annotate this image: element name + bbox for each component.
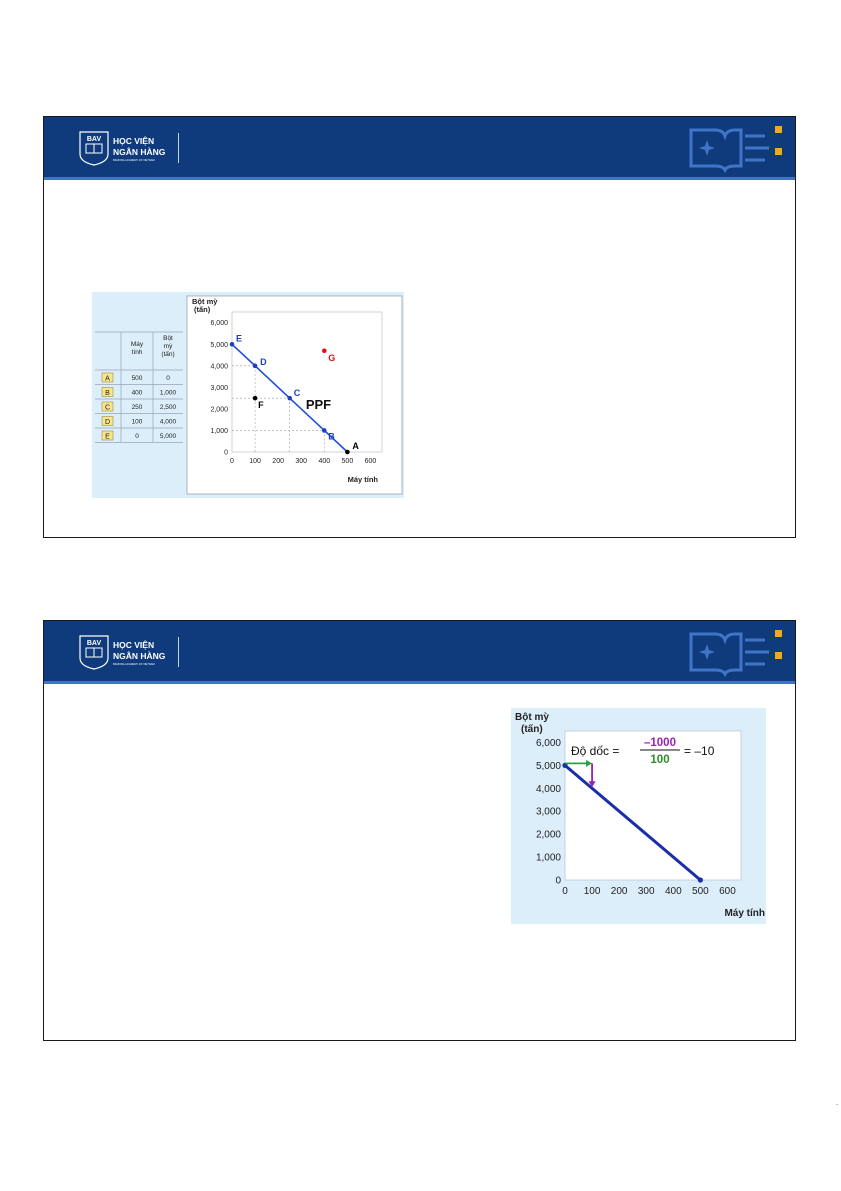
y-tick-label: 5,000: [535, 760, 561, 772]
x-tick-label: 0: [230, 458, 234, 465]
y-tick-label: 3,000: [210, 384, 228, 392]
logo-divider: [178, 133, 179, 163]
point-f: [253, 396, 258, 401]
table-cell-computers: 500: [131, 375, 143, 382]
slope-figure: [511, 708, 766, 924]
logo-tagline: BANKING ACADEMY OF VIETNAM: [113, 159, 155, 162]
y-tick-label: 0: [224, 449, 228, 457]
y-tick-label: 6,000: [535, 737, 561, 749]
y-tick-label: 1,000: [535, 852, 561, 864]
table-cell-computers: 100: [131, 418, 143, 426]
slide-header-banner: [44, 621, 795, 681]
y-axis-label: Bột mỳ: [515, 712, 549, 723]
y-tick-label: 4,000: [535, 783, 561, 795]
logo-name-line2: NGÂN HÀNG: [113, 147, 166, 157]
point-a: [345, 450, 350, 455]
x-tick-label: 300: [295, 458, 308, 465]
x-tick-label: 400: [664, 886, 682, 897]
table-point-label: A: [105, 375, 110, 383]
point-label-b: B: [328, 431, 335, 442]
banner-accent-line: [44, 681, 795, 684]
stray-mark: .: [836, 1098, 839, 1107]
table-cell-flour: 5,000: [159, 433, 177, 440]
slope-denominator: 100: [650, 754, 670, 766]
table-point-label: D: [104, 419, 111, 426]
y-tick-label: 5,000: [210, 341, 228, 349]
slope-numerator: –1000: [644, 737, 676, 749]
logo-name-line2: NGÂN HÀNG: [113, 651, 166, 661]
y-tick-label: 3,000: [535, 806, 561, 818]
point-b: [322, 428, 327, 433]
x-tick-label: 500: [692, 886, 709, 897]
y-axis-label: Bột mỳ: [192, 297, 218, 306]
y-tick-label: 2,000: [210, 406, 228, 414]
table-header-flour: Bột: [163, 335, 173, 342]
x-tick-label: 100: [249, 458, 261, 465]
point-d: [253, 364, 258, 369]
ppf-label: PPF: [305, 396, 332, 412]
x-axis-label: Máy tính: [724, 908, 765, 919]
y-axis-label: (tấn): [194, 305, 211, 314]
table-cell-flour: 4,000: [159, 418, 177, 426]
y-tick-label: 2,000: [535, 829, 561, 841]
y-tick-label: 6,000: [210, 320, 228, 328]
x-axis-label: Máy tính: [347, 475, 378, 484]
line-endpoint: [698, 877, 703, 882]
logo-divider: [178, 637, 179, 667]
point-label-a: A: [352, 441, 359, 451]
y-tick-label: 4,000: [210, 363, 228, 371]
point-g: [322, 348, 327, 353]
x-tick-label: 300: [637, 886, 655, 897]
table-cell-computers: 250: [131, 404, 143, 411]
point-e: [230, 342, 235, 347]
x-tick-label: 600: [719, 886, 736, 897]
point-label-e: E: [236, 333, 243, 344]
table-cell-computers: 0: [135, 433, 139, 440]
table-cell-flour: 0: [166, 375, 170, 382]
x-tick-label: 500: [341, 458, 354, 465]
point-label-g: G: [328, 352, 336, 363]
table-cell-flour: 2,500: [159, 404, 177, 411]
table-header-flour: mỳ: [163, 343, 173, 350]
banner-accent-line: [44, 177, 795, 180]
table-point-label: C: [104, 404, 111, 412]
ppf-figure: [92, 292, 404, 498]
book-emblem-icon: [687, 122, 787, 174]
table-header-computers: Máy: [130, 341, 144, 348]
logo-tagline: BANKING ACADEMY OF VIETNAM: [113, 663, 155, 666]
point-label-c: C: [293, 388, 301, 399]
logo-name-line1: HỌC VIỆN: [113, 640, 155, 650]
y-tick-label: 1,000: [210, 427, 228, 435]
logo-abbr: BAV: [86, 640, 102, 647]
book-emblem-icon: [687, 626, 787, 678]
table-cell-flour: 1,000: [159, 389, 177, 397]
logo-abbr: BAV: [86, 136, 102, 143]
logo-name-line1: HỌC VIỆN: [113, 136, 155, 146]
x-tick-label: 100: [583, 886, 601, 897]
table-point-label: E: [105, 433, 110, 441]
slide-header-banner: [44, 117, 795, 177]
table-cell-computers: 400: [131, 389, 143, 397]
point-label-f: F: [258, 400, 264, 411]
slope-result: = –10: [684, 744, 715, 758]
y-axis-label: (tấn): [521, 724, 543, 735]
academy-logo: [78, 130, 178, 166]
point-label-d: D: [260, 356, 267, 367]
y-tick-label: 0: [555, 875, 561, 887]
point-c: [287, 396, 292, 401]
table-header-computers: tính: [131, 349, 143, 356]
plot-area: [232, 312, 382, 452]
x-tick-label: 0: [562, 886, 568, 897]
table-header-flour: (tấn): [161, 351, 175, 358]
slide-1: [43, 116, 796, 538]
slope-figure-panel: [511, 708, 766, 924]
x-tick-label: 400: [318, 458, 331, 465]
x-tick-label: 600: [364, 458, 377, 465]
slope-formula-label: Độ dốc =: [571, 744, 620, 758]
production-possibilities-table: [95, 332, 183, 443]
x-tick-label: 200: [272, 458, 284, 465]
x-tick-label: 200: [610, 886, 628, 897]
slope-chart: [515, 712, 765, 919]
academy-logo: [78, 634, 178, 670]
table-point-label: B: [105, 390, 110, 397]
ppf-figure-panel: [92, 292, 404, 498]
slide-2: [43, 620, 796, 1041]
